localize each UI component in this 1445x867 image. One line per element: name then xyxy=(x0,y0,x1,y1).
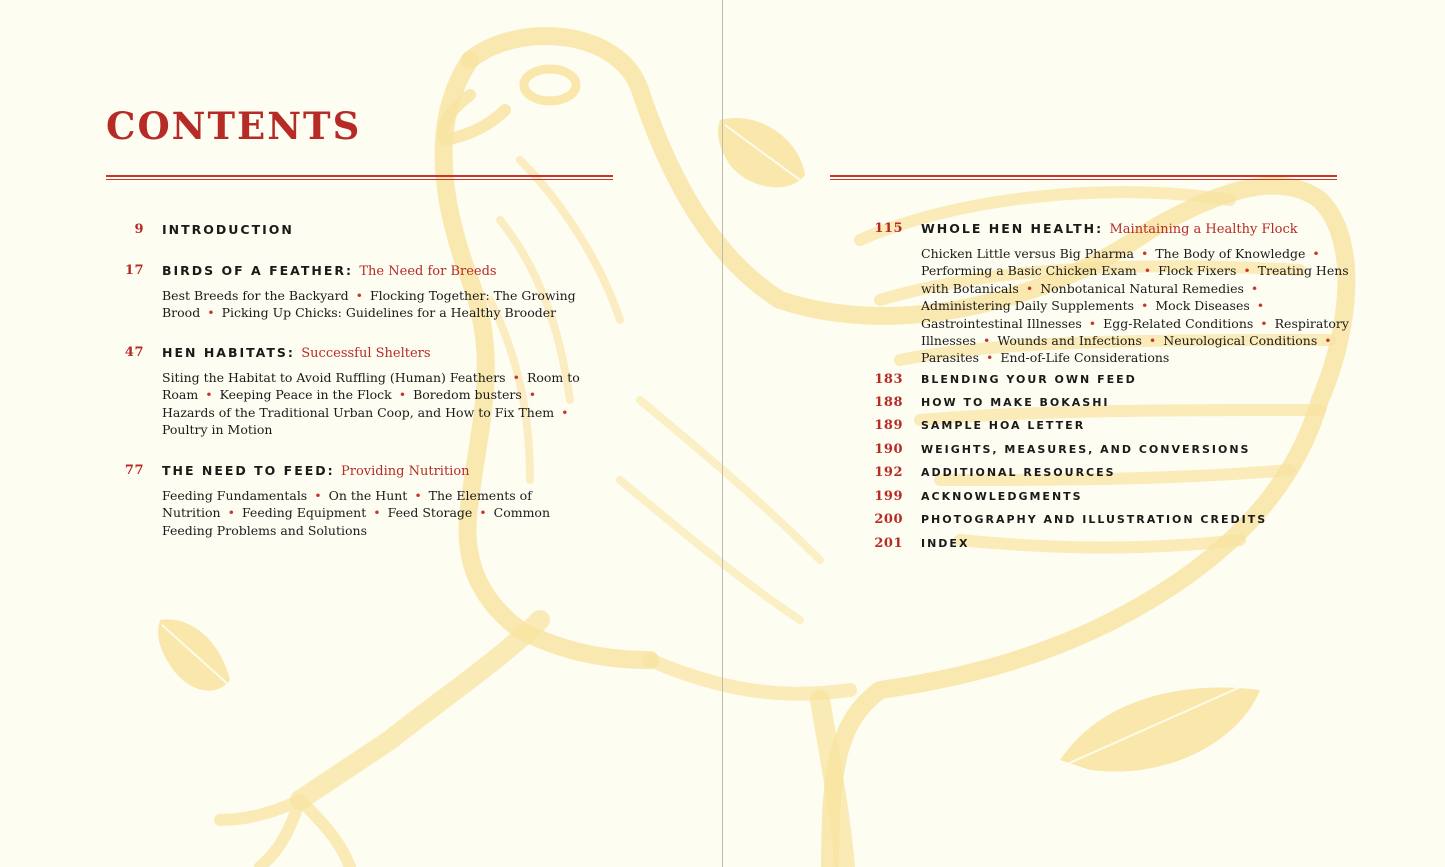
bullet-separator: • xyxy=(983,333,991,349)
section-title: Treating Hens with Botanicals xyxy=(921,263,1349,296)
section-title: Feeding Equipment xyxy=(241,505,367,521)
section-title: Respiratory Illnesses xyxy=(921,315,1349,349)
bullet-separator: • xyxy=(561,404,569,420)
page-title: CONTENTS xyxy=(106,104,362,148)
section-title: Feeding Fundamentals xyxy=(162,488,308,503)
page-number: 47 xyxy=(124,345,144,360)
section-title: Best Breeds for the Backyard xyxy=(162,288,349,303)
bullet-separator: • xyxy=(1256,298,1265,314)
page-number: 200 xyxy=(874,512,903,527)
bullet-separator: • xyxy=(1088,315,1097,331)
page-number: 188 xyxy=(874,395,903,410)
bullet-separator: • xyxy=(1312,246,1320,261)
toc-entry[interactable] xyxy=(874,221,1351,367)
back-matter-heading: INDEX xyxy=(921,537,970,550)
section-title: The Elements of Nutrition xyxy=(162,488,532,521)
chapter-sections xyxy=(162,369,582,439)
bullet-separator: • xyxy=(314,488,322,503)
toc-entry[interactable] xyxy=(874,489,1341,504)
section-title: Keeping Peace in the Flock xyxy=(219,387,392,403)
back-matter-heading: HOW TO MAKE BOKASHI xyxy=(921,396,1110,409)
page-gutter xyxy=(722,0,723,867)
chapter-heading xyxy=(162,463,582,479)
page-number: 17 xyxy=(124,263,144,278)
chapter-heading xyxy=(162,345,582,361)
bullet-separator: • xyxy=(373,505,381,521)
toc-entry[interactable] xyxy=(874,442,1341,457)
back-matter-heading: WEIGHTS, MEASURES, AND CONVERSIONS xyxy=(921,443,1251,456)
bullet-separator: • xyxy=(227,505,235,521)
bullet-separator: • xyxy=(1250,280,1259,296)
bullet-separator: • xyxy=(528,387,537,403)
back-matter-heading: PHOTOGRAPHY AND ILLUSTRATION CREDITS xyxy=(921,513,1268,526)
bullet-separator: • xyxy=(479,505,487,521)
chapter-heading-text: WHOLE HEN HEALTH: xyxy=(921,221,1104,236)
page-number: 115 xyxy=(874,221,903,236)
section-title: Gastrointestinal Illnesses xyxy=(921,315,1082,331)
back-matter-heading: BLENDING YOUR OWN FEED xyxy=(921,373,1137,386)
section-title: Chicken Little versus Big Pharma xyxy=(921,246,1134,261)
bullet-separator: • xyxy=(1324,333,1332,349)
section-title: Wounds and Infections xyxy=(997,333,1142,349)
bullet-separator: • xyxy=(985,350,994,366)
chapter-heading xyxy=(162,222,582,237)
bullet-separator: • xyxy=(1260,315,1268,331)
chapter-sections xyxy=(162,287,582,322)
toc-entry[interactable] xyxy=(874,465,1341,480)
chapter-subtitle: Providing Nutrition xyxy=(341,464,470,479)
bullet-separator: • xyxy=(398,387,407,403)
toc-entry[interactable] xyxy=(874,395,1341,410)
section-title: Administering Daily Supplements xyxy=(921,298,1135,314)
bullet-separator: • xyxy=(512,370,520,385)
bullet-separator: • xyxy=(1025,280,1034,296)
toc-entry[interactable] xyxy=(124,345,582,439)
page-number: 199 xyxy=(874,489,903,504)
chapter-heading-text: BIRDS OF A FEATHER: xyxy=(162,263,354,278)
chapter-subtitle: The Need for Breeds xyxy=(359,264,497,279)
title-rule-right xyxy=(830,175,1337,180)
section-title: Room to Roam xyxy=(162,370,580,403)
toc-entry[interactable] xyxy=(134,222,582,237)
toc-entry[interactable] xyxy=(124,263,582,322)
bullet-separator: • xyxy=(1143,263,1152,279)
section-title: Hazards of the Traditional Urban Coop, and How to Fix Them xyxy=(162,404,555,420)
section-title: Picking Up Chicks: Guidelines for a Healthy Brooder xyxy=(221,305,557,321)
section-title: Performing a Basic Chicken Exam xyxy=(921,263,1137,279)
chapter-heading-text: HEN HABITATS: xyxy=(162,345,295,360)
chapter-subtitle: Successful Shelters xyxy=(301,346,431,361)
back-matter-heading: ADDITIONAL RESOURCES xyxy=(921,466,1116,479)
bullet-separator: • xyxy=(355,288,363,303)
section-title: Nonbotanical Natural Remedies xyxy=(1040,280,1244,296)
back-matter-heading: ACKNOWLEDGMENTS xyxy=(921,490,1083,503)
section-title: Neurological Conditions xyxy=(1163,333,1318,349)
section-title: Poultry in Motion xyxy=(162,422,273,438)
toc-entry[interactable] xyxy=(124,463,582,539)
section-title: End-of-Life Considerations xyxy=(1000,350,1170,366)
bullet-separator: • xyxy=(205,387,213,403)
toc-entry[interactable] xyxy=(874,536,1341,551)
chapter-subtitle: Maintaining a Healthy Flock xyxy=(1109,222,1298,237)
page-number: 190 xyxy=(874,442,903,457)
section-title: Egg-Related Conditions xyxy=(1103,315,1254,331)
chapter-sections xyxy=(162,487,582,539)
section-title: Feed Storage xyxy=(387,505,473,521)
section-title: Flock Fixers xyxy=(1158,263,1237,279)
title-rule-left xyxy=(106,175,613,180)
section-title: Boredom busters xyxy=(413,387,522,403)
section-title: Mock Diseases xyxy=(1155,298,1250,314)
section-title: The Body of Knowledge xyxy=(1155,246,1306,261)
section-title: Flocking Together: The Growing Brood xyxy=(162,288,576,321)
bullet-separator: • xyxy=(414,488,422,503)
page-number: 9 xyxy=(134,222,144,237)
page-number: 77 xyxy=(124,463,144,478)
page-number: 183 xyxy=(874,372,903,387)
bullet-separator: • xyxy=(1243,263,1251,279)
chapter-heading-text: THE NEED TO FEED: xyxy=(162,463,335,478)
chapter-heading xyxy=(162,263,582,279)
page-number: 189 xyxy=(874,418,903,433)
chapter-heading xyxy=(921,221,1351,237)
section-title: Parasites xyxy=(921,350,979,366)
toc-entry[interactable] xyxy=(874,418,1341,433)
chapter-sections xyxy=(921,245,1351,367)
section-title: Siting the Habitat to Avoid Ruffling (Human) Feathers xyxy=(162,370,506,385)
section-title: Common Feeding Problems and Solutions xyxy=(162,505,551,538)
back-matter-heading: SAMPLE HOA LETTER xyxy=(921,419,1086,432)
chapter-heading-text: INTRODUCTION xyxy=(162,222,294,237)
bullet-separator: • xyxy=(1141,298,1149,314)
toc-entry[interactable] xyxy=(874,372,1341,387)
section-title: On the Hunt xyxy=(328,488,408,503)
bullet-separator: • xyxy=(1148,333,1157,349)
bullet-separator: • xyxy=(1140,246,1149,261)
bullet-separator: • xyxy=(207,305,215,321)
page-number: 192 xyxy=(874,465,903,480)
page-number: 201 xyxy=(874,536,903,551)
toc-entry[interactable] xyxy=(874,512,1341,527)
